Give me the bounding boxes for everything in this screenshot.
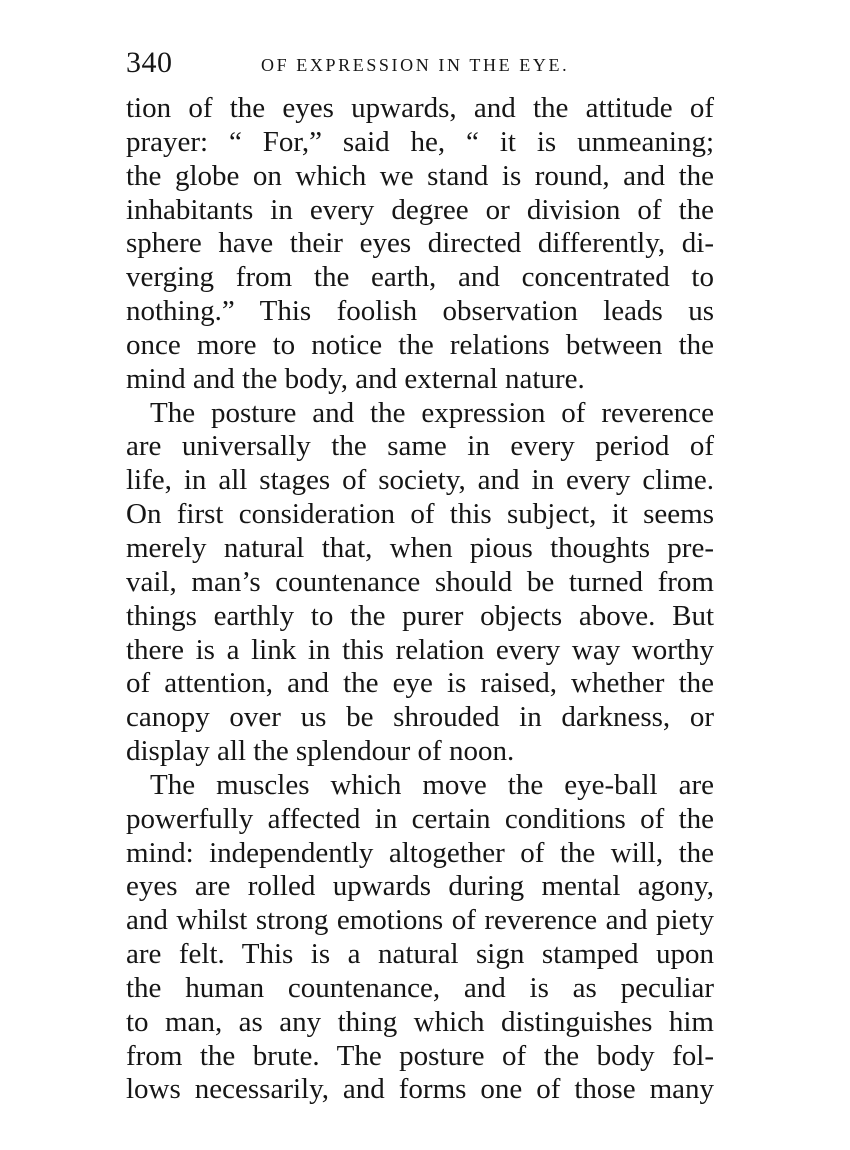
text-line: verging from the earth, and concentrated to — [126, 261, 714, 294]
text-line: inhabitants in every degree or division of the — [126, 193, 714, 226]
text-line: prayer: “ For,” said he, “ it is unmeaning; — [126, 125, 714, 158]
running-title: OF EXPRESSION IN THE EYE. — [261, 55, 570, 75]
text-line: are felt. This is a natural sign stamped upon — [126, 938, 714, 971]
paragraph-2 — [126, 397, 714, 769]
text-line: mind: independently altogether of the will, the — [126, 836, 714, 869]
text-line: are universally the same in every period of — [126, 430, 714, 463]
text-line: eyes are rolled upwards during mental agony, — [126, 870, 714, 903]
text-line: powerfully affected in certain conditions of the — [126, 802, 714, 835]
text-line: merely natural that, when pious thoughts pre- — [126, 531, 714, 564]
text-line: nothing.” This foolish observation leads us — [126, 295, 714, 328]
text-line: things earthly to the purer objects above. But — [126, 599, 714, 632]
paragraph-1 — [126, 92, 714, 397]
text-line: the human countenance, and is as peculiar — [126, 971, 714, 1004]
page-header — [126, 45, 716, 85]
text-line: of attention, and the eye is raised, whether the — [126, 667, 714, 700]
text-line: once more to notice the relations between the — [126, 328, 714, 361]
text-line: canopy over us be shrouded in darkness, or — [126, 701, 714, 734]
text-line: and whilst strong emotions of reverence and piety — [126, 904, 714, 937]
text-line: the globe on which we stand is round, and the — [126, 159, 714, 192]
text-line: vail, man’s countenance should be turned from — [126, 565, 714, 598]
page-number: 340 — [126, 46, 173, 79]
body-text — [126, 92, 714, 1107]
text-line: The posture and the expression of reverence — [150, 396, 714, 429]
text-line: On first consideration of this subject, it seems — [126, 498, 714, 531]
text-line: life, in all stages of society, and in every clime. — [126, 464, 714, 497]
text-line: sphere have their eyes directed differently, di- — [126, 227, 714, 260]
text-line: mind and the body, and external nature. — [126, 362, 585, 395]
text-line: to man, as any thing which distinguishes him — [126, 1005, 714, 1038]
text-line: display all the splendour of noon. — [126, 735, 515, 768]
text-line: tion of the eyes upwards, and the attitude of — [126, 92, 714, 124]
text-line: there is a link in this relation every way worthy — [126, 633, 714, 666]
text-line: from the brute. The posture of the body fol- — [126, 1039, 714, 1072]
paragraph-3 — [126, 769, 714, 1107]
text-line: lows necessarily, and forms one of those many — [126, 1073, 714, 1106]
text-line: The muscles which move the eye-ball are — [150, 768, 714, 801]
